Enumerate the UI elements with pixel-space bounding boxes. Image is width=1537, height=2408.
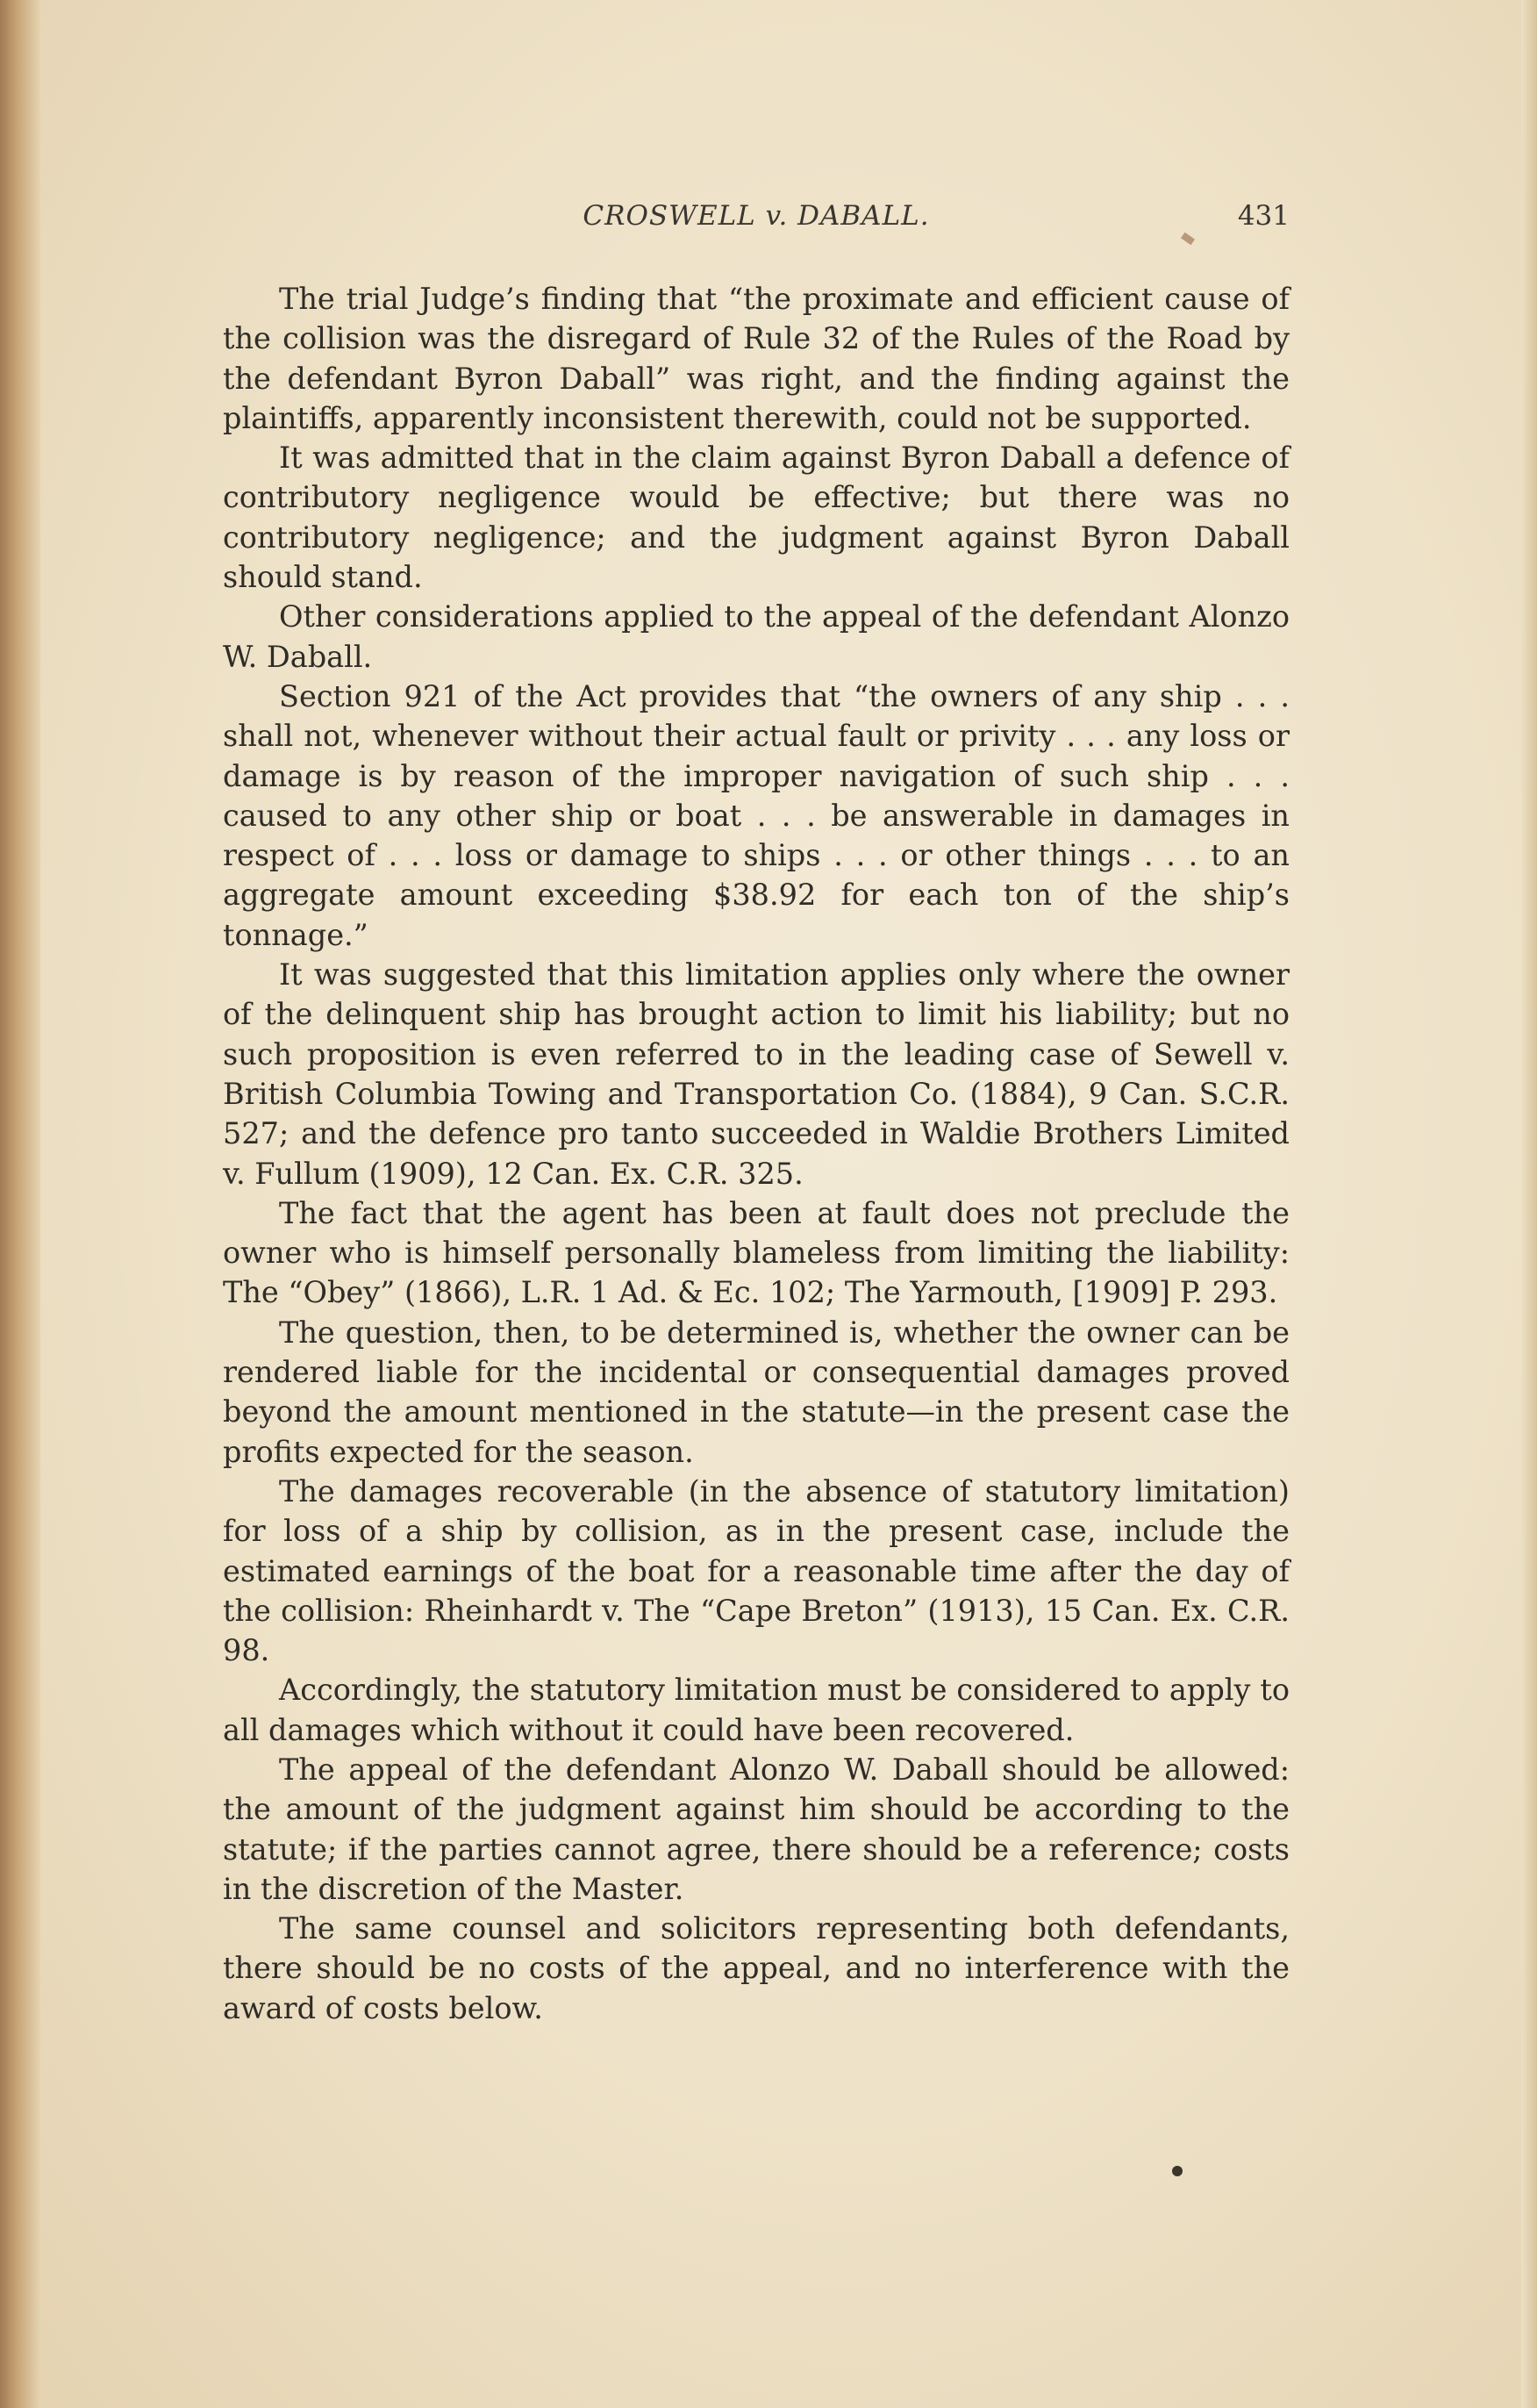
paragraph: Other considerations applied to the appeal of the defendant Alonzo W. Daball.: [223, 599, 1290, 674]
paragraph: The damages recoverable (in the absence of statutory limitation) for loss of a ship by collision, as in the present case, include the estimated earnings of the boat for a reasonable time after the day of the collision: Rheinhardt v. The “Cape Breton” (1913), 15 Can. Ex. C.R. 98.: [223, 1473, 1290, 1668]
page-number: 431: [1237, 200, 1290, 232]
ink-dot: [1172, 2166, 1183, 2176]
paragraph: The trial Judge’s finding that “the proximate and efficient cause of the collision was the disregard of Rule 32 of the Rules of the Road by the defendant Byron Daball” was right, and the finding against the plaintiffs, apparently inconsistent therewith, could not be supported.: [223, 282, 1290, 435]
page-outer-edge: [1521, 0, 1537, 2408]
paragraph: It was admitted that in the claim against Byron Daball a defence of contributory negligence would be effective; but there was no contributory negligence; and the judgment against Byron Daball should stand.: [223, 441, 1290, 595]
paragraph: It was suggested that this limitation applies only where the owner of the delinquent ship has brought action to limit his liability; but no such proposition is even referred to in the leading case of Sewell v. British Columbia Towing and Transportation Co. (1884), 9 Can. S.C.R. 527; and the defence pro tanto succeeded in Waldie Brothers Limited v. Fullum (1909), 12 Can. Ex. C.R. 325.: [223, 957, 1290, 1191]
running-title: CROSWELL v. DABALL.: [583, 200, 930, 232]
paragraph: The fact that the agent has been at fault does not preclude the owner who is himself personally blameless from limiting the liability: The “Obey” (1866), L.R. 1 Ad. & Ec. 102; The Yarmouth, [1909] P. 293.: [223, 1195, 1290, 1310]
paragraph: Section 921 of the Act provides that “the owners of any ship . . . shall not, whenever without their actual fault or privity . . . any loss or damage is by reason of the improper navigation of such ship . . . caused to any other ship or boat . . . be answerable in damages in respect of . . . loss or damage to ships . . . or other things . . . to an aggregate amount exceeding $38.92 for each ton of the ship’s tonnage.”: [223, 678, 1290, 952]
paragraph: Accordingly, the statutory limitation must be considered to apply to all damages which without it could have been recovered.: [223, 1673, 1290, 1747]
page-header: [223, 200, 1290, 244]
paragraph: The same counsel and solicitors representing both defendants, there should be no costs of the appeal, and no interference with the award of costs below.: [223, 1911, 1290, 2025]
page-binding-edge: [0, 0, 40, 2408]
paragraph: The appeal of the defendant Alonzo W. Daball should be allowed: the amount of the judgment against him should be according to the statute; if the parties cannot agree, there should be a reference; costs in the discretion of the Master.: [223, 1752, 1290, 1906]
paragraph: The question, then, to be determined is, whether the owner can be rendered liable for the incidental or consequential damages proved beyond the amount mentioned in the statute—in the present case the profits expected for the season.: [223, 1315, 1290, 1469]
body-text: [223, 279, 1290, 2028]
